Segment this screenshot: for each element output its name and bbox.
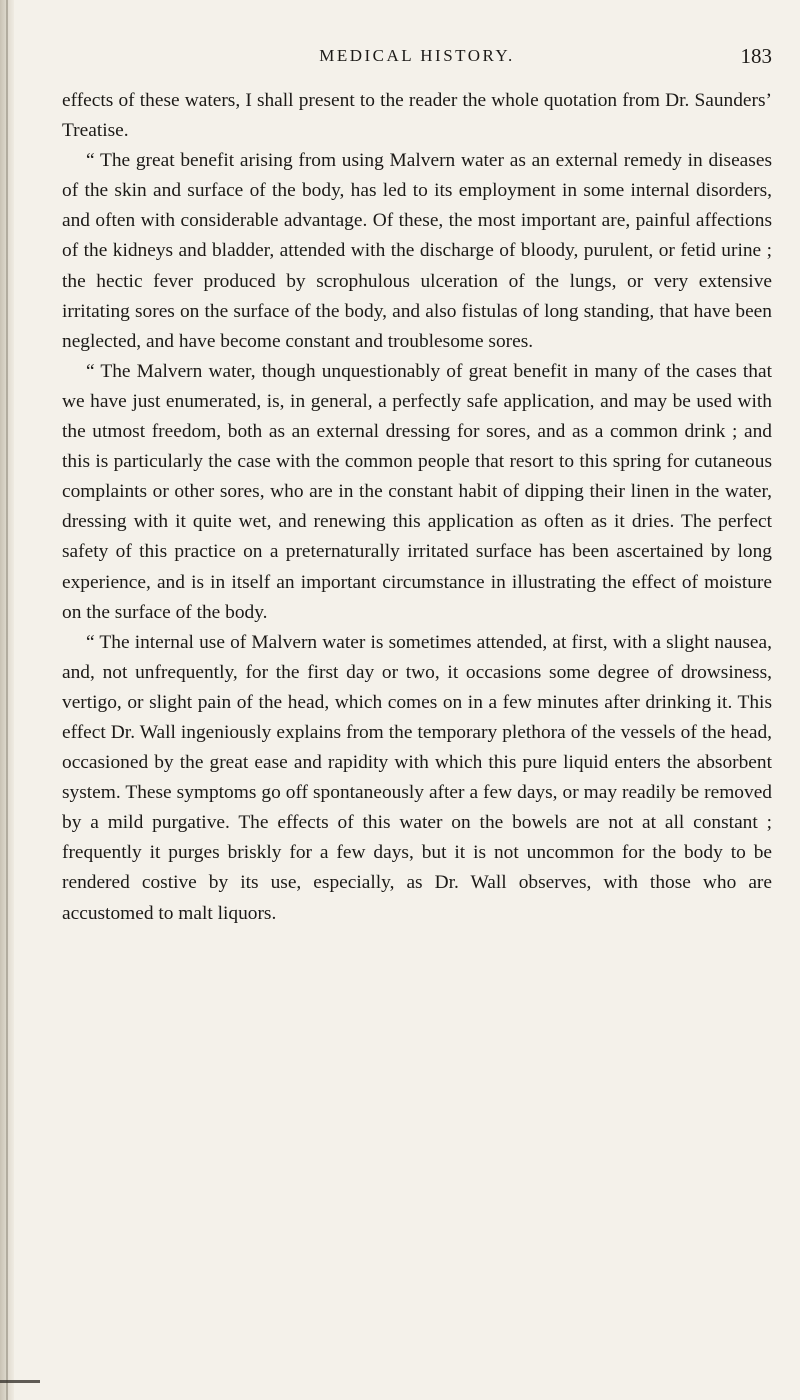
paragraph-continuation: effects of these waters, I shall present to the reader the whole quotation from Dr. Saunders’ Treatise. [62,90,772,142]
page-number: 183 [740,44,772,68]
page-gutter-shadow [0,0,14,1400]
paragraph-quote-external-remedy: “ The great benefit arising from using Malvern water as an external remedy in diseases of the skin and surface of the body, has led to its employment in some internal disorders, and often with considerable advantage. Of these, the most important are, painful affections of the kidneys and bladder, attended with the discharge of bloody, purulent, or fetid urine ; the hectic fever produced by scrophulous ulceration of the lungs, or very extensive irritating sores on the surface of the body, and also fistulas of long standing, that have been neglected, and have become constant and troublesome sores. [62,150,772,352]
paragraph-quote-safe-application: “ The Malvern water, though unquestionably of great benefit in many of the cases that we have just enumerated, is, in general, a perfectly safe application, and may be used with the utmost freedom, both as an external dressing for sores, and as a common drink ; and this is particularly the case with the common people that resort to this spring for cutaneous complaints or other sores, who are in the constant habit of dipping their linen in the water, dressing with it quite wet, and renewing this application as often as it dries. The perfect safety of this practice on a preternaturally irritated surface has been ascertained by long experience, and is in itself an important circumstance in illustrating the effect of moisture on the surface of the body. [62,360,772,623]
paragraph-quote-internal-use: “ The internal use of Malvern water is sometimes attended, at first, with a slight nausea, and, not unfrequently, for the first day or two, it occasions some degree of drowsiness, vertigo, or slight pain of the head, which comes on in a few minutes after drinking it. This effect Dr. Wall ingeniously explains from the temporary plethora of the vessels of the head, occasioned by the great ease and rapidity with which this pure liquid enters the absorbent system. These symptoms go off spontaneously after a few days, or may readily be removed by a mild purgative. The effects of this water on the bowels are not at all constant ; frequently it purges briskly for a few days, but it is not uncommon for the body to be rendered costive by its use, especially, as Dr. Wall observes, with those who are accustomed to malt liquors. [62,631,772,924]
binding-edge-line [6,0,8,1400]
page-header [62,46,772,76]
body-text [62,86,772,929]
page-corner-mark [0,1380,40,1383]
running-head: MEDICAL HISTORY. [319,46,515,65]
